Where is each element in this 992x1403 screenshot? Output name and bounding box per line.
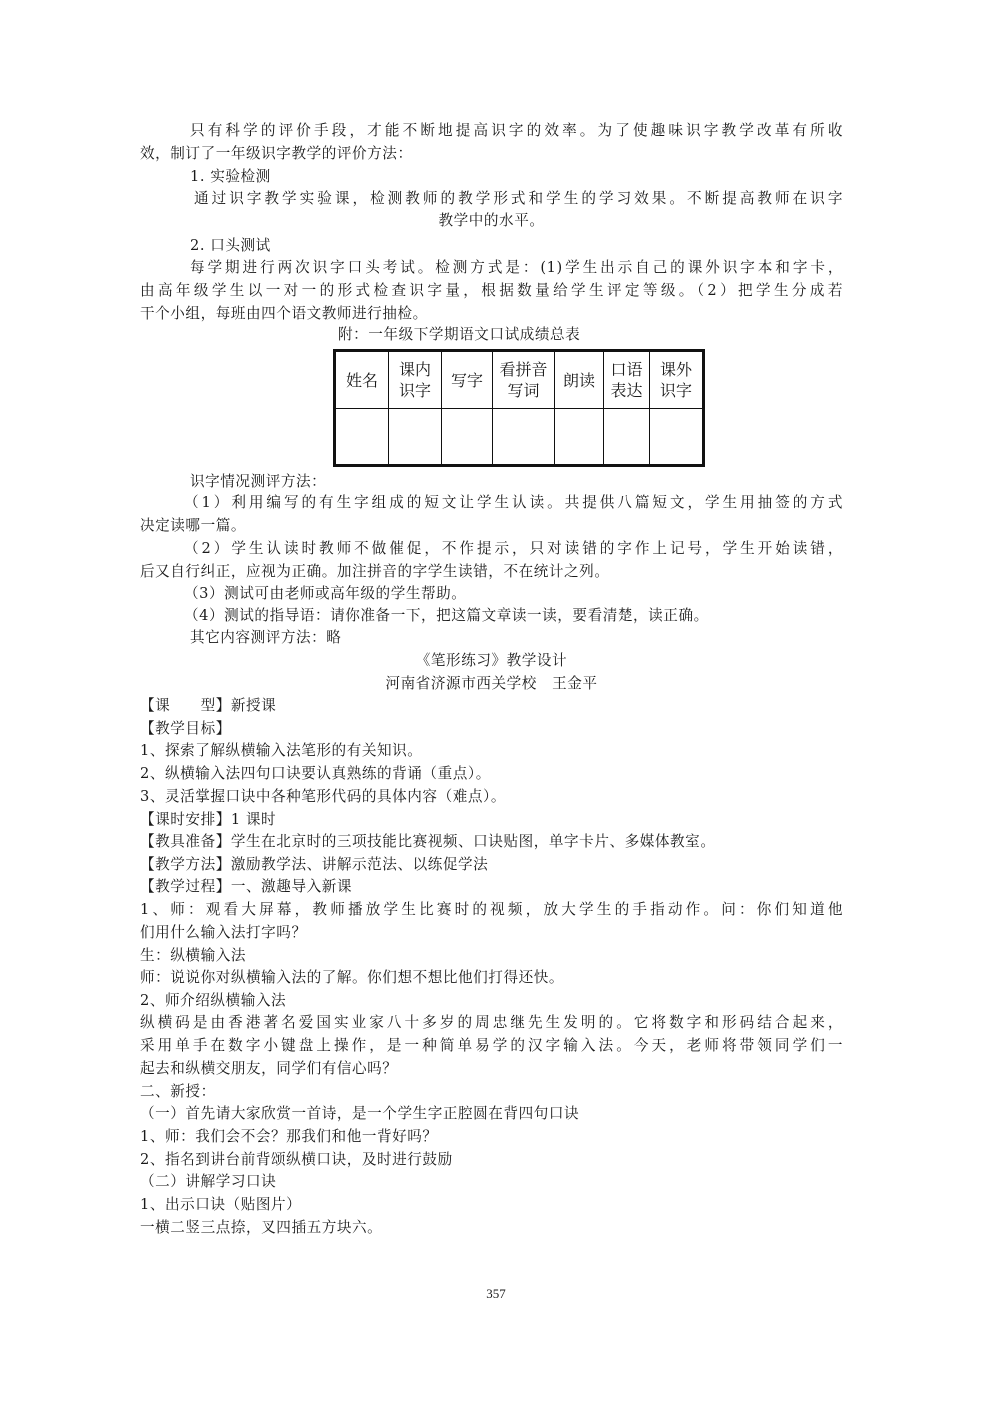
lesson-line: 1、出示口诀（贴图片） bbox=[140, 1196, 302, 1213]
lesson-line: 1、探索了解纵横输入法笔形的有关知识。 bbox=[140, 742, 423, 759]
item2-text-line: 干个小组，每班由四个语文教师进行抽检。 bbox=[140, 305, 428, 322]
lesson-line: 1、师：我们会不会？那我们和他一背好吗？ bbox=[140, 1128, 438, 1145]
table-header-cell: 口语 表达 bbox=[604, 351, 650, 409]
table-header-cell: 写字 bbox=[442, 351, 493, 409]
table-header-cell: 看拼音 写词 bbox=[493, 351, 555, 409]
table-row bbox=[335, 409, 704, 466]
other-methods-line: 其它内容测评方法：略 bbox=[190, 629, 342, 646]
table-cell bbox=[389, 409, 442, 466]
page-number: 357 bbox=[486, 1286, 506, 1301]
lesson-line: 2、指名到讲台前背颂纵横口诀，及时进行鼓励 bbox=[140, 1151, 453, 1168]
lesson-line: 【教学目标】 bbox=[140, 720, 231, 737]
table-header-row bbox=[335, 351, 704, 409]
intro-paragraph-line: 效，制订了一年级识字教学的评价方法： bbox=[140, 145, 413, 162]
table-cell bbox=[555, 409, 604, 466]
item2-heading: 2. 口头测试 bbox=[190, 237, 271, 254]
method-text-line: （4）测试的指导语：请你准备一下，把这篇文章读一读，要看清楚，读正确。 bbox=[184, 607, 709, 624]
lesson-line: （一）首先请大家欣赏一首诗，是一个学生字正腔圆在背四句口诀 bbox=[140, 1105, 580, 1122]
method-text-line: （3）测试可由老师或高年级的学生帮助。 bbox=[184, 585, 467, 602]
method-text-line: （1）利用编写的有生字组成的短文让学生认读。共提供八篇短文，学生用抽签的方式 bbox=[184, 494, 843, 511]
lesson-line: 【教学过程】一、激趣导入新课 bbox=[140, 878, 353, 895]
lesson-line: 1、师：观看大屏幕，教师播放学生比赛时的视频，放大学生的手指动作。问：你们知道他 bbox=[140, 901, 843, 918]
lesson-line: 3、灵活掌握口诀中各种笔形代码的具体内容（难点）。 bbox=[140, 788, 506, 805]
lesson-line: 【课时安排】1 课时 bbox=[140, 811, 277, 828]
table-cell bbox=[442, 409, 493, 466]
intro-paragraph-line: 只有科学的评价手段，才能不断地提高识字的效率。为了使趣味识字教学改革有所收 bbox=[190, 122, 843, 139]
lesson-line: 采用单手在数字小键盘上操作，是一种简单易学的汉字输入法。今天，老师将带领同学们一 bbox=[140, 1037, 843, 1054]
lesson-title: 《笔形练习》教学设计 bbox=[415, 652, 568, 669]
lesson-author: 河南省济源市西关学校 王金平 bbox=[385, 675, 598, 692]
table-cell bbox=[493, 409, 555, 466]
lesson-line: 【教具准备】学生在北京时的三项技能比赛视频、口诀贴图，单字卡片、多媒体教室。 bbox=[140, 833, 716, 850]
grade-summary-table bbox=[333, 349, 705, 467]
method-text-line: 决定读哪一篇。 bbox=[140, 517, 247, 534]
method-heading: 识字情况测评方法： bbox=[190, 473, 327, 490]
table-caption: 附：一年级下学期语文口试成绩总表 bbox=[338, 326, 581, 343]
table-cell bbox=[604, 409, 650, 466]
lesson-line: 师：说说你对纵横输入法的了解。你们想不想比他们打得还快。 bbox=[140, 969, 565, 986]
method-text-line: （2）学生认读时教师不做催促，不作提示，只对读错的字作上记号，学生开始读错， bbox=[184, 540, 843, 557]
lesson-line: 起去和纵横交朋友，同学们有信心吗？ bbox=[140, 1060, 398, 1077]
item2-text-line: 由高年级学生以一对一的形式检查识字量，根据数量给学生评定等级。（2）把学生分成若 bbox=[140, 282, 843, 299]
lesson-line: （二）讲解学习口诀 bbox=[140, 1173, 277, 1190]
item2-text-line: 每学期进行两次识字口头考试。检测方式是：(1)学生出示自己的课外识字本和字卡， bbox=[190, 259, 843, 276]
table-header-cell: 课外 识字 bbox=[650, 351, 704, 409]
lesson-line: 二、新授： bbox=[140, 1083, 216, 1100]
table-header-cell: 姓名 bbox=[335, 351, 389, 409]
lesson-line: 生：纵横输入法 bbox=[140, 947, 247, 964]
lesson-line: 2、纵横输入法四句口诀要认真熟练的背诵（重点）。 bbox=[140, 765, 491, 782]
lesson-line: 2、师介绍纵横输入法 bbox=[140, 992, 287, 1009]
table-header-cell: 朗读 bbox=[555, 351, 604, 409]
lesson-line: 【教学方法】激励教学法、讲解示范法、以练促学法 bbox=[140, 856, 489, 873]
item1-text-line: 教学中的水平。 bbox=[438, 212, 545, 229]
lesson-line: 纵横码是由香港著名爱国实业家八十多岁的周忠继先生发明的。它将数字和形码结合起来， bbox=[140, 1014, 843, 1031]
method-text-line: 后又自行纠正，应视为正确。加注拼音的字学生读错，不在统计之列。 bbox=[140, 563, 610, 580]
item1-text-line: 通过识字教学实验课，检测教师的教学形式和学生的学习效果。不断提高教师在识字 bbox=[194, 190, 843, 207]
item1-heading: 1. 实验检测 bbox=[190, 168, 271, 185]
lesson-line: 【课 型】新授课 bbox=[140, 697, 277, 714]
table-header-cell: 课内 识字 bbox=[389, 351, 442, 409]
lesson-line: 们用什么输入法打字吗？ bbox=[140, 924, 307, 941]
table-cell bbox=[650, 409, 704, 466]
lesson-line: 一横二竖三点捺，叉四插五方块六。 bbox=[140, 1219, 383, 1236]
table-cell bbox=[335, 409, 389, 466]
